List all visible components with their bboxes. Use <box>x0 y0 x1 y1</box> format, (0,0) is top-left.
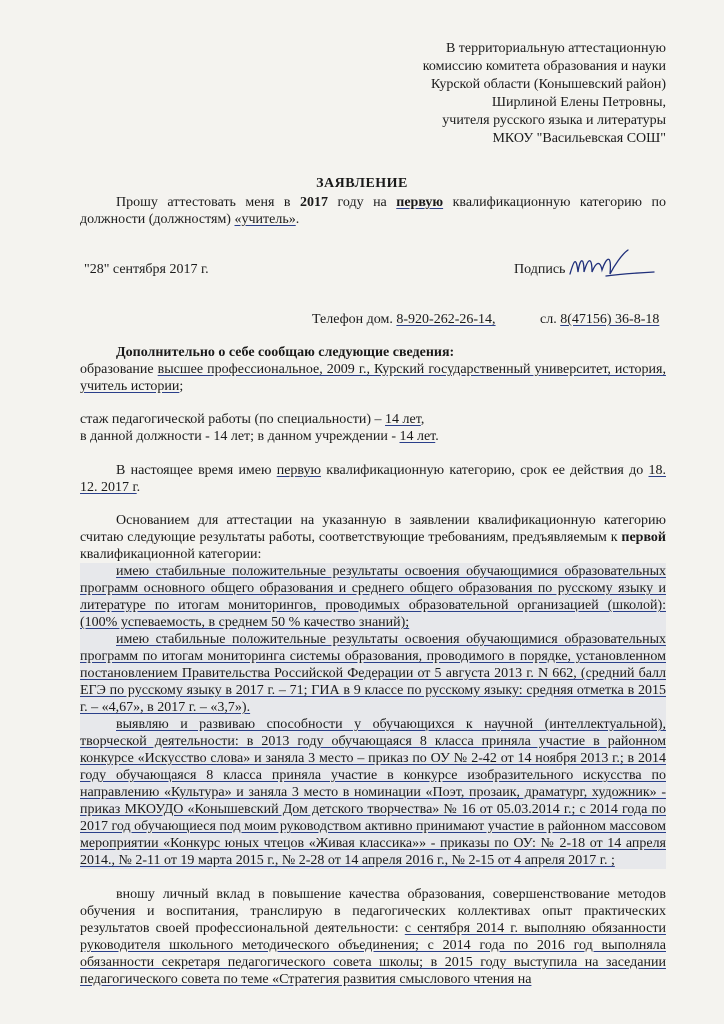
signature-image <box>566 246 656 284</box>
addressee-block <box>366 40 666 148</box>
request-year: 2017 <box>300 195 328 210</box>
basis-item-3: выявляю и развиваю способности у обучающихся к научной (интеллектуальной), творческой деятельности: в 2013 году обучающаяся 8 класса приняла участие в районном конкурсе «Искусство слова» и заняла 3 место – приказ по ОУ № 2-42 от 14 ноября 2013 г.; в 2014 году обучающаяся 8 класса приняла участие в конкурсе изобразительного искусства по направлению «Культура» и заняла 3 место в номинации «Поэт, прозаик, драматург, художник» - приказ МКОУДО «Конышевский Дом детского творчества» № 16 от 05.03.2014 г.; с 2014 года по 2017 год обучающиеся под моим руководством активно принимают участие в районном массовом мероприятии «Конкурс юных чтецов «Живая классика»» - приказы по ОУ: № 2-18 от 14 апреля 2014., № 2-11 от 19 марта 2015 г., № 2-28 от 14 апреля 2016 г., № 2-15 от 4 апреля 2017 г. ; <box>80 717 666 868</box>
application-date: "28" сентября 2017 г. <box>84 262 209 277</box>
institution-experience-value: 14 лет <box>399 429 436 444</box>
home-phone: 8-920-262-26-14, <box>396 312 496 327</box>
addressee-line: Ширлиной Елены Петровны, <box>491 95 666 110</box>
addressee-line: Курской области (Конышевский район) <box>431 77 666 92</box>
work-phone-line: сл. 8(47156) 36-8-18 <box>540 312 660 327</box>
experience-line-2: в данной должности - 14 лет; в данном учреждении - 14 лет. <box>80 429 439 444</box>
current-category: первую <box>276 463 322 478</box>
experience-line-1: стаж педагогической работы (по специальности) – 14 лет, <box>80 412 425 427</box>
document-title: ЗАЯВЛЕНИЕ <box>316 176 408 191</box>
basis-intro: Основанием для аттестации на указанную в заявлении квалификационную категорию считаю следующие результаты работы, соответствующие требованиям, предъявляемым к первой квалификационной категории: <box>80 513 666 562</box>
education-value: высшее профессиональное, 2009 г., Курский государственный университет, история, учитель истории <box>80 362 666 394</box>
work-phone: 8(47156) 36-8-18 <box>560 312 660 327</box>
request-category: первую <box>396 195 444 210</box>
signature-label: Подпись <box>514 262 566 277</box>
addressee-line: учителя русского языка и литературы <box>442 113 666 128</box>
phone-line: Телефон дом. 8-920-262-26-14, <box>312 312 496 327</box>
request-paragraph: Прошу аттестовать меня в 2017 году на первую квалификационную категорию по должности (должностям) «учитель». <box>80 195 666 227</box>
info-heading: Дополнительно о себе сообщаю следующие сведения: <box>116 345 455 360</box>
basis-item-2: имею стабильные положительные результаты освоения обучающимися образовательных программ по итогам мониторинга системы образования, проводимого в порядке, установленном постановлением Правительства Российской Федерации от 5 августа 2013 г. N 662, (средний балл ЕГЭ по русскому языку в 2017 г. – 71; ГИА в 9 классе по русскому языку: средняя отметка в 2015 г. – «4,67», в 2017 г. – «3,7»). <box>80 632 666 715</box>
addressee-line: МКОУ "Васильевская СОШ" <box>492 131 666 146</box>
category-valid-until: 18. 12. 2017 г <box>80 463 666 495</box>
basis-item-1: имею стабильные положительные результаты освоения обучающимися образовательных программ основного общего образования и среднего общего образования по русскому языку и литературе по итогам мониторингов, проводимых образовательной организацией (школой): (100% успеваемость, в среднем 50 % качество знаний); <box>80 564 666 630</box>
request-position: «учитель» <box>234 212 296 227</box>
addressee-line: комиссию комитета образования и науки <box>422 59 666 74</box>
education-paragraph: образование высшее профессиональное, 2009 г., Курский государственный университет, история, учитель истории; <box>80 362 666 394</box>
basis-item-4: вношу личный вклад в повышение качества образования, совершенствование методов обучения и воспитания, транслирую в педагогических коллективах опыт практических результатов своей профессиональной деятельности: с сентября 2014 г. выполняю обязанности руководителя школьного методического объединения; с 2014 года по 2016 год выполняла обязанности секретаря педагогического совета школы; в 2015 году выступила на заседании педагогического совета по теме «Стратегия развития смыслового чтения на <box>80 887 666 987</box>
experience-value: 14 лет <box>385 412 421 427</box>
current-category-paragraph: В настоящее время имею первую квалификационную категорию, срок ее действия до 18. 12. 2017 г. <box>80 463 666 495</box>
addressee-line: В территориальную аттестационную <box>445 41 666 56</box>
